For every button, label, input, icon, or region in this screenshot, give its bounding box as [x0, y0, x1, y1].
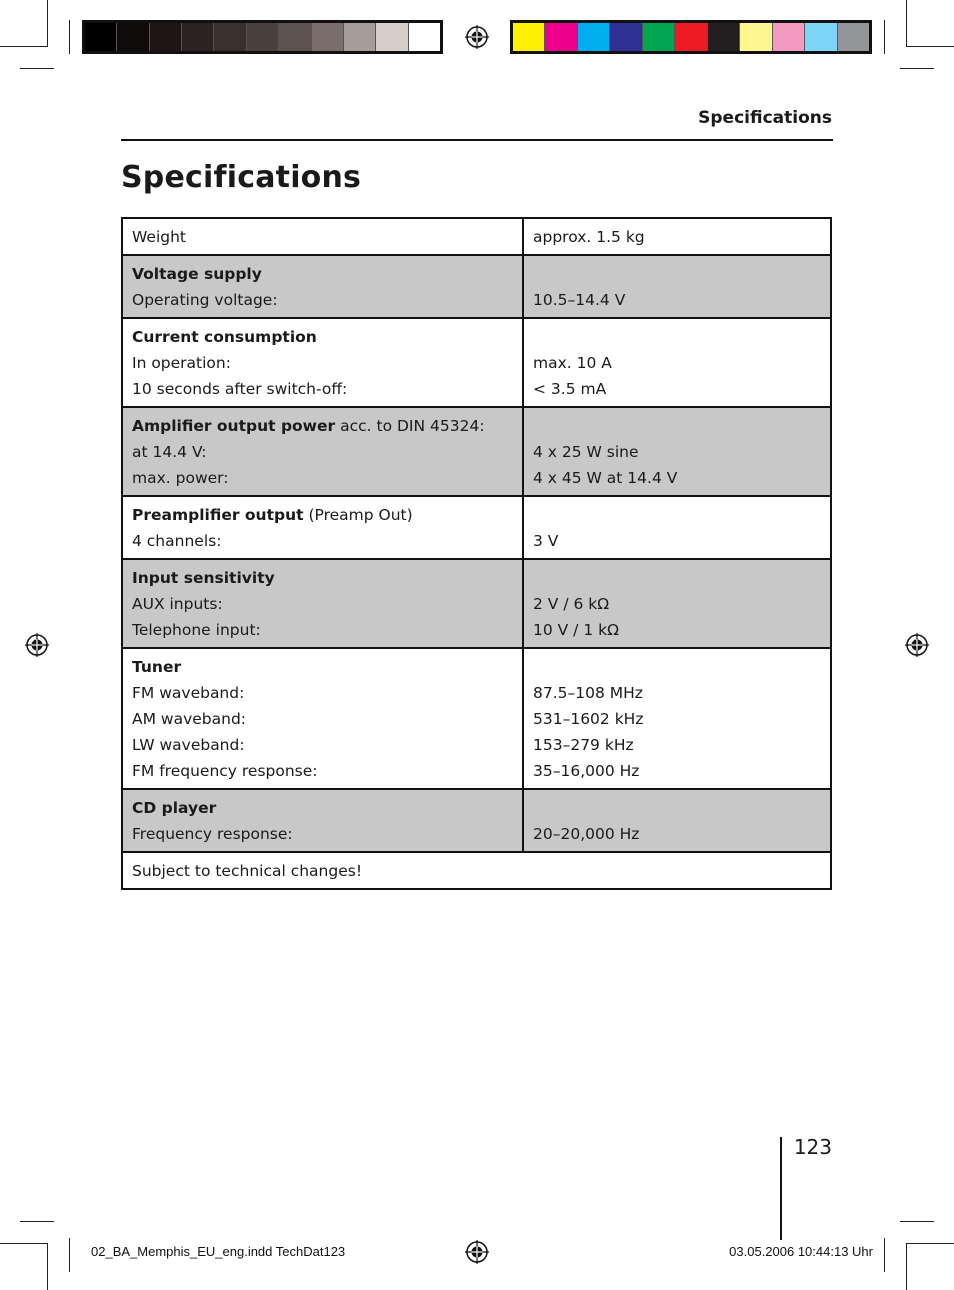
- color-swatch: [279, 23, 311, 51]
- input-label-1: AUX inputs:: [132, 595, 223, 613]
- color-swatch: [117, 23, 149, 51]
- input-value-1: 2 V / 6 kΩ: [533, 595, 610, 613]
- amplifier-value-2: 4 x 45 W at 14.4 V: [533, 469, 678, 487]
- voltage-heading: Voltage supply: [132, 265, 262, 283]
- running-head: Specifications: [698, 108, 832, 128]
- table-row-note: [122, 852, 831, 889]
- color-swatch: [513, 23, 545, 51]
- voltage-value: 10.5–14.4 V: [533, 291, 626, 309]
- current-value-2: < 3.5 mA: [533, 380, 607, 398]
- note-cell: [122, 852, 831, 889]
- crop-mark: [0, 46, 48, 47]
- crop-mark: [20, 68, 54, 69]
- table-row-weight: [122, 218, 831, 255]
- header-rule: [121, 139, 833, 141]
- current-value-1: max. 10 A: [533, 354, 612, 372]
- crop-mark: [906, 1243, 954, 1244]
- label-cell: [122, 218, 523, 255]
- tuner-value-2: 531–1602 kHz: [533, 710, 644, 728]
- slug-date-time: 03.05.2006 10:44:13 Uhr: [729, 1244, 873, 1259]
- page-number-rule: [780, 1137, 782, 1240]
- crop-mark: [900, 1221, 934, 1222]
- value-cell: [523, 496, 831, 559]
- value-cell: [523, 255, 831, 318]
- weight-label: Weight: [132, 228, 187, 246]
- table-row-voltage-supply: [122, 255, 831, 318]
- label-cell: [122, 496, 523, 559]
- value-cell: [523, 407, 831, 496]
- crop-mark: [47, 0, 48, 46]
- table-row-preamplifier-output: [122, 496, 831, 559]
- color-swatch: [182, 23, 214, 51]
- tuner-value-3: 153–279 kHz: [533, 736, 634, 754]
- cd-heading: CD player: [132, 799, 217, 817]
- tuner-heading: Tuner: [132, 658, 182, 676]
- table-row-current-consumption: [122, 318, 831, 407]
- color-swatch: [344, 23, 376, 51]
- value-cell: [523, 789, 831, 852]
- color-swatch: [838, 23, 869, 51]
- registration-mark-icon: [465, 25, 489, 49]
- registration-mark-icon: [905, 633, 929, 657]
- color-swatch: [578, 23, 610, 51]
- crop-mark: [884, 20, 885, 54]
- process-color-bar: [510, 20, 872, 54]
- registration-mark-icon: [25, 633, 49, 657]
- amplifier-label-2: max. power:: [132, 469, 229, 487]
- input-heading: Input sensitivity: [132, 569, 275, 587]
- table-row-cd-player: [122, 789, 831, 852]
- label-cell: [122, 648, 523, 789]
- label-cell: [122, 318, 523, 407]
- current-label-2: 10 seconds after switch-off:: [132, 380, 348, 398]
- label-cell: [122, 559, 523, 648]
- color-swatch: [708, 23, 740, 51]
- cd-label: Frequency response:: [132, 825, 293, 843]
- weight-value: approx. 1.5 kg: [533, 228, 645, 246]
- color-swatch: [643, 23, 675, 51]
- crop-mark: [900, 68, 934, 69]
- preamp-value: 3 V: [533, 532, 559, 550]
- input-value-2: 10 V / 1 kΩ: [533, 621, 619, 639]
- current-label-1: In operation:: [132, 354, 231, 372]
- label-cell: [122, 255, 523, 318]
- current-heading: Current consumption: [132, 328, 317, 346]
- grayscale-color-bar: [82, 20, 443, 54]
- crop-mark: [69, 20, 70, 54]
- preamp-heading-suffix: (Preamp Out): [303, 506, 413, 524]
- crop-mark: [20, 1221, 54, 1222]
- color-swatch: [150, 23, 182, 51]
- table-row-tuner: [122, 648, 831, 789]
- color-swatch: [376, 23, 408, 51]
- preamp-label: 4 channels:: [132, 532, 222, 550]
- amplifier-heading-suffix: acc. to DIN 45324:: [335, 417, 485, 435]
- page-number: 123: [793, 1135, 832, 1159]
- input-label-2: Telephone input:: [132, 621, 261, 639]
- label-cell: [122, 407, 523, 496]
- color-swatch: [805, 23, 837, 51]
- color-swatch: [409, 23, 440, 51]
- color-swatch: [773, 23, 805, 51]
- label-cell: [122, 789, 523, 852]
- value-cell: [523, 218, 831, 255]
- specifications-table: [121, 217, 832, 890]
- tuner-label-2: AM waveband:: [132, 710, 247, 728]
- amplifier-value-1: 4 x 25 W sine: [533, 443, 639, 461]
- table-row-amplifier-output: [122, 407, 831, 496]
- tuner-label-4: FM frequency response:: [132, 762, 318, 780]
- color-swatch: [247, 23, 279, 51]
- crop-mark: [906, 1244, 907, 1290]
- color-swatch: [85, 23, 117, 51]
- amplifier-label-1: at 14.4 V:: [132, 443, 207, 461]
- slug-file-info: 02_BA_Memphis_EU_eng.indd TechDat123: [91, 1244, 346, 1259]
- crop-mark: [0, 1243, 48, 1244]
- crop-mark: [47, 1244, 48, 1290]
- color-swatch: [214, 23, 246, 51]
- table-row-input-sensitivity: [122, 559, 831, 648]
- color-swatch: [740, 23, 772, 51]
- preamp-heading: Preamplifier output: [132, 506, 304, 524]
- tuner-value-4: 35–16,000 Hz: [533, 762, 640, 780]
- color-swatch: [312, 23, 344, 51]
- color-swatch: [675, 23, 707, 51]
- amplifier-heading: Amplifier output power: [132, 417, 336, 435]
- crop-mark: [906, 0, 907, 46]
- tuner-value-1: 87.5–108 MHz: [533, 684, 643, 702]
- registration-mark-icon: [465, 1240, 489, 1264]
- value-cell: [523, 648, 831, 789]
- voltage-label: Operating voltage:: [132, 291, 278, 309]
- crop-mark: [69, 1238, 70, 1272]
- crop-mark: [906, 46, 954, 47]
- color-swatch: [610, 23, 642, 51]
- technical-changes-note: Subject to technical changes!: [132, 862, 363, 880]
- crop-mark: [884, 1238, 885, 1272]
- value-cell: [523, 318, 831, 407]
- color-swatch: [545, 23, 577, 51]
- tuner-label-3: LW waveband:: [132, 736, 245, 754]
- tuner-label-1: FM waveband:: [132, 684, 245, 702]
- cd-value: 20–20,000 Hz: [533, 825, 640, 843]
- page-title: Specifications: [121, 160, 362, 195]
- value-cell: [523, 559, 831, 648]
